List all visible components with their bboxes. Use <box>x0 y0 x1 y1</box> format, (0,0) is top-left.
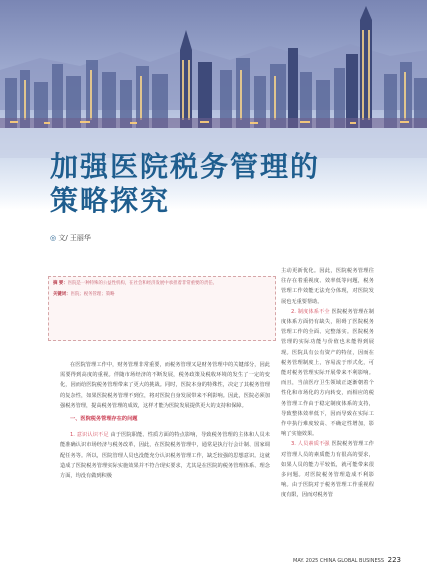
problem-3-text: 医院税务管理工作对管理人员的素质能力有很高的要求，如果人员的能力平较低，就可能带来很多问题。对医院税务管理造成不利影响。由于医院对于税务管理工作重视程度有限，因而对税务管 <box>281 441 374 499</box>
title-line-2: 策略探究 <box>50 184 171 217</box>
keywords-label: 关键词： <box>53 291 71 297</box>
continued-paragraph: 主动更新优化。因此，医院税务管理往往存在着重视度、效率低等问题，税务管理工作效能无法充分体现，对医院发展也无重要帮助。 <box>281 268 374 305</box>
author-name: 文/ 王丽华 <box>58 234 91 242</box>
abstract-paragraph <box>53 280 271 288</box>
title-line-1: 加强医院税务管理的 <box>50 150 321 183</box>
abstract-box <box>48 276 276 341</box>
intro-paragraph: 在医院管理工作中，财务管理非常重要，而税务管理又是财务管理中的关键部分，因此需要得到高度的重视。伴随市场经济的不断发展，税务政策及税收环境的发生了一定的变化，因而给医院税务管理带来了更大的挑战。同时，医院本身的特殊性，决定了其税务管理的复杂性，如果医院税务管理不到位，将对医院自身发展带来不利影响。因此，医院必须加强税务管理，提高税务管理的成效，这样才能为医院发展提供更大的支持和保障。 <box>60 362 270 409</box>
page-number: 223 <box>387 556 401 564</box>
problem-2-paragraph <box>281 307 374 440</box>
page-footer <box>293 556 401 564</box>
author-line <box>50 233 91 243</box>
keywords-paragraph <box>53 291 271 299</box>
abstract-label: 摘 要： <box>53 281 68 286</box>
body-right-column <box>281 266 374 501</box>
problem-3-paragraph <box>281 439 374 500</box>
subheading-system: 2. 制度体系不全 <box>291 308 330 315</box>
body-left-column <box>60 360 270 481</box>
subheading-staff: 3. 人员素质不强 <box>291 441 330 448</box>
abstract-text: 医院是一种特殊的公益性机构，在社会和经济发展中承担着非常重要的责任。 <box>67 281 217 286</box>
problem-2-text: 医院税务管理在制度体系方面仍有缺失，阻碍了医院税务管理工作的全面、完整落实。医院税务管理的实际功能与价值也未能得到展现。医院具有公有资产的特征，因而在税务管理制度上，容易流于形式化，可能对税务管理实际开展带来不利影响。而且，当前医疗卫生领域正逐渐朝着个性化和市场化的方向转变，而相应的税务管理工作由于稳定制度体系的支持，导致整体效率低下，因而导致在实际工作中执行难度较高、不确定性增加，影响了实施效果。 <box>281 308 374 438</box>
problem-1-paragraph <box>60 430 270 481</box>
article-title <box>50 150 320 218</box>
issue-label: MAY. 2025 CHINA GLOBAL BUSINESS <box>293 558 385 564</box>
author-bullet: ◎ <box>50 234 57 242</box>
problem-1-text: 由于医院职能、性质方面的特点影响，导致税务管理的主体和人员未能准确认识市场经济与税务改革，因此，在医院税务管理中，通常是执行行会计制、国家调配任务等。所以，医院管理人员也没能充分认识税务管理工作，缺乏较强的思想意识。这就造成了医院税务管理实际实施效果并不符合现实要求，尤其是在医院的税务管理体系、理念方面，均没有做到积极 <box>60 432 270 480</box>
keywords-text: 医院；税务管理；策略 <box>70 291 115 297</box>
section-heading-1: 一、医院税务管理存在的问题 <box>70 416 138 423</box>
subheading-awareness: 1. 意识认识不足 <box>70 432 109 439</box>
